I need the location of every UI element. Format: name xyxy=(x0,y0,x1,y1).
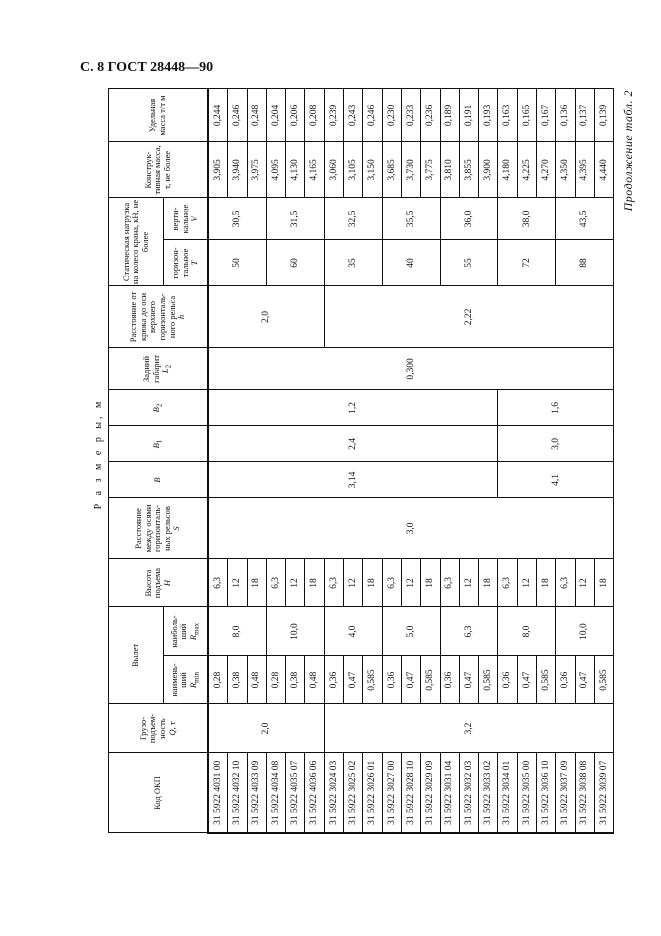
cell-rmin: 0,585 xyxy=(537,656,556,704)
cell-code: 31 5922 4033 09 xyxy=(247,753,266,833)
cell-height: 6,3 xyxy=(208,559,228,607)
cell-height: 18 xyxy=(421,559,440,607)
crane-parameters-table xyxy=(108,88,614,834)
table-caption: Продолжение табл. 2 xyxy=(621,90,635,212)
cell-specific: 0,137 xyxy=(575,89,594,142)
cell-rmax: 10,0 xyxy=(266,607,324,656)
cell-t: 72 xyxy=(498,240,556,286)
cell-specific: 0,139 xyxy=(594,89,613,142)
cell-mass: 3,060 xyxy=(324,142,343,198)
cell-mass: 4,440 xyxy=(594,142,613,198)
cell-code: 31 5922 3036 10 xyxy=(537,753,556,833)
table-row xyxy=(208,89,228,833)
cell-code: 31 5922 3026 01 xyxy=(363,753,382,833)
cell-specific: 0,191 xyxy=(459,89,478,142)
cell-b: 4,1 xyxy=(498,462,614,498)
cell-code: 31 5922 4036 06 xyxy=(305,753,324,833)
cell-specific: 0,248 xyxy=(247,89,266,142)
cell-mass: 4,180 xyxy=(498,142,517,198)
cell-h: 2,0 xyxy=(208,286,324,348)
cell-rmin: 0,585 xyxy=(363,656,382,704)
cell-mass: 4,225 xyxy=(517,142,536,198)
header-load-vertical: верти-кальное V xyxy=(164,198,209,240)
cell-specific: 0,233 xyxy=(401,89,420,142)
cell-code: 31 5922 3024 03 xyxy=(324,753,343,833)
header-lift-height: Высота подъема H xyxy=(109,559,209,607)
cell-t: 40 xyxy=(382,240,440,286)
cell-height: 6,3 xyxy=(556,559,575,607)
cell-specific: 0,204 xyxy=(266,89,285,142)
cell-l2: 0,300 xyxy=(208,348,614,390)
cell-rmax: 5,0 xyxy=(382,607,440,656)
cell-rmax: 10,0 xyxy=(556,607,614,656)
cell-code: 31 5922 3038 08 xyxy=(575,753,594,833)
cell-mass: 4,165 xyxy=(305,142,324,198)
cell-rmin: 0,585 xyxy=(421,656,440,704)
header-capacity: Грузо-подъем-ность Q, т xyxy=(109,704,209,753)
cell-b: 3,14 xyxy=(208,462,498,498)
cell-specific: 0,163 xyxy=(498,89,517,142)
header-rmax: наиболь-ший $R_{max}$ xyxy=(164,607,209,656)
cell-b1: 2,4 xyxy=(208,426,498,462)
cell-rmin: 0,28 xyxy=(208,656,228,704)
cell-v: 31,5 xyxy=(266,198,324,240)
cell-height: 18 xyxy=(594,559,613,607)
cell-v: 43,5 xyxy=(556,198,614,240)
cell-specific: 0,189 xyxy=(440,89,459,142)
cell-mass: 3,905 xyxy=(208,142,228,198)
cell-height: 12 xyxy=(459,559,478,607)
cell-mass: 3,105 xyxy=(344,142,363,198)
cell-v: 38,0 xyxy=(498,198,556,240)
cell-code: 31 5922 3039 07 xyxy=(594,753,613,833)
cell-mass: 4,130 xyxy=(286,142,305,198)
cell-height: 18 xyxy=(363,559,382,607)
header-b1: $B_1$ xyxy=(109,426,209,462)
cell-v: 30,5 xyxy=(208,198,266,240)
cell-height: 12 xyxy=(228,559,247,607)
cell-rmax: 8,0 xyxy=(498,607,556,656)
cell-mass: 4,350 xyxy=(556,142,575,198)
cell-specific: 0,243 xyxy=(344,89,363,142)
cell-rmin: 0,48 xyxy=(247,656,266,704)
cell-specific: 0,239 xyxy=(324,89,343,142)
cell-mass: 3,730 xyxy=(401,142,420,198)
page-header: С. 8 ГОСТ 28448—90 xyxy=(80,60,214,75)
cell-height: 12 xyxy=(344,559,363,607)
cell-height: 18 xyxy=(305,559,324,607)
header-rail-distance: Расстояние между осями горизонталь-ных рельсов S xyxy=(109,498,209,559)
cell-rmin: 0,47 xyxy=(575,656,594,704)
cell-mass: 3,810 xyxy=(440,142,459,198)
cell-code: 31 5922 3035 00 xyxy=(517,753,536,833)
cell-s: 3,0 xyxy=(208,498,614,559)
cell-rmin: 0,47 xyxy=(401,656,420,704)
cell-rmin: 0,38 xyxy=(286,656,305,704)
header-rear-clearance: Задний габарит $L_2$ xyxy=(109,348,209,390)
cell-mass: 4,270 xyxy=(537,142,556,198)
cell-t: 35 xyxy=(324,240,382,286)
header-structural-mass: Конструк-тивная масса, т, не более xyxy=(109,142,209,198)
cell-code: 31 5922 4034 08 xyxy=(266,753,285,833)
cell-specific: 0,206 xyxy=(286,89,305,142)
cell-height: 12 xyxy=(517,559,536,607)
cell-b2: 1,2 xyxy=(208,390,498,426)
cell-specific: 0,236 xyxy=(421,89,440,142)
dimensions-group-label: Р а з м е р ы, м xyxy=(93,398,104,510)
cell-code: 31 5922 3025 02 xyxy=(344,753,363,833)
cell-code: 31 5922 3029 09 xyxy=(421,753,440,833)
header-wheel-load: Статическая нагрузка на колесо крана, кН, не более xyxy=(109,198,164,286)
header-b: B xyxy=(109,462,209,498)
cell-t: 60 xyxy=(266,240,324,286)
cell-mass: 3,855 xyxy=(459,142,478,198)
cell-rmax: 6,3 xyxy=(440,607,498,656)
cell-rmin: 0,36 xyxy=(498,656,517,704)
cell-height: 18 xyxy=(479,559,498,607)
cell-t: 50 xyxy=(208,240,266,286)
cell-rmin: 0,36 xyxy=(382,656,401,704)
cell-rmin: 0,585 xyxy=(594,656,613,704)
cell-mass: 4,395 xyxy=(575,142,594,198)
cell-mass: 3,900 xyxy=(479,142,498,198)
cell-height: 6,3 xyxy=(266,559,285,607)
cell-rmin: 0,36 xyxy=(556,656,575,704)
header-reach: Вылет xyxy=(109,607,164,704)
cell-height: 18 xyxy=(247,559,266,607)
cell-height: 12 xyxy=(575,559,594,607)
cell-rmin: 0,47 xyxy=(459,656,478,704)
cell-rmin: 0,47 xyxy=(517,656,536,704)
cell-t: 88 xyxy=(556,240,614,286)
cell-mass: 3,975 xyxy=(247,142,266,198)
cell-rmin: 0,47 xyxy=(344,656,363,704)
header-hook-distance: Расстояние от крюка до оси верхнего горизонталь-ного рельса h xyxy=(109,286,209,348)
cell-q: 2,0 xyxy=(208,704,324,753)
cell-mass: 3,150 xyxy=(363,142,382,198)
header-specific-mass: Удельная масса т/т м xyxy=(109,89,209,142)
header-code: Код ОКП xyxy=(109,753,209,833)
cell-specific: 0,208 xyxy=(305,89,324,142)
cell-code: 31 5922 3031 04 xyxy=(440,753,459,833)
cell-code: 31 5922 4031 00 xyxy=(208,753,228,833)
cell-b2: 1,6 xyxy=(498,390,614,426)
cell-specific: 0,230 xyxy=(382,89,401,142)
cell-rmax: 8,0 xyxy=(208,607,266,656)
cell-height: 12 xyxy=(286,559,305,607)
cell-code: 31 5922 3028 10 xyxy=(401,753,420,833)
cell-specific: 0,193 xyxy=(479,89,498,142)
cell-rmin: 0,585 xyxy=(479,656,498,704)
cell-mass: 3,775 xyxy=(421,142,440,198)
cell-rmin: 0,36 xyxy=(440,656,459,704)
cell-h: 2,22 xyxy=(324,286,613,348)
header-b2: $B_2$ xyxy=(109,390,209,426)
cell-rmin: 0,38 xyxy=(228,656,247,704)
cell-rmin: 0,36 xyxy=(324,656,343,704)
cell-height: 6,3 xyxy=(324,559,343,607)
rotated-table-block xyxy=(80,90,640,834)
cell-rmin: 0,28 xyxy=(266,656,285,704)
cell-code: 31 5922 4032 10 xyxy=(228,753,247,833)
cell-code: 31 5922 3037 09 xyxy=(556,753,575,833)
cell-code: 31 5922 3033 02 xyxy=(479,753,498,833)
cell-specific: 0,244 xyxy=(208,89,228,142)
cell-height: 12 xyxy=(401,559,420,607)
header-load-horizontal: горизон-тальное T xyxy=(164,240,209,286)
table-body xyxy=(208,89,614,833)
cell-code: 31 5922 3034 01 xyxy=(498,753,517,833)
cell-specific: 0,246 xyxy=(363,89,382,142)
cell-rmax: 4,0 xyxy=(324,607,382,656)
cell-code: 31 5922 4035 07 xyxy=(286,753,305,833)
cell-v: 36,0 xyxy=(440,198,498,240)
cell-specific: 0,136 xyxy=(556,89,575,142)
cell-height: 18 xyxy=(537,559,556,607)
cell-code: 31 5922 3032 03 xyxy=(459,753,478,833)
cell-rmin: 0,48 xyxy=(305,656,324,704)
cell-specific: 0,246 xyxy=(228,89,247,142)
cell-mass: 3,940 xyxy=(228,142,247,198)
cell-q: 3,2 xyxy=(324,704,613,753)
cell-b1: 3,0 xyxy=(498,426,614,462)
cell-specific: 0,165 xyxy=(517,89,536,142)
cell-height: 6,3 xyxy=(382,559,401,607)
cell-v: 32,5 xyxy=(324,198,382,240)
cell-mass: 3,685 xyxy=(382,142,401,198)
cell-t: 55 xyxy=(440,240,498,286)
cell-height: 6,3 xyxy=(498,559,517,607)
cell-v: 35,5 xyxy=(382,198,440,240)
header-rmin: наимень-ший $R_{min}$ xyxy=(164,656,209,704)
cell-mass: 4,095 xyxy=(266,142,285,198)
cell-height: 6,3 xyxy=(440,559,459,607)
cell-specific: 0,167 xyxy=(537,89,556,142)
cell-code: 31 5922 3027 00 xyxy=(382,753,401,833)
